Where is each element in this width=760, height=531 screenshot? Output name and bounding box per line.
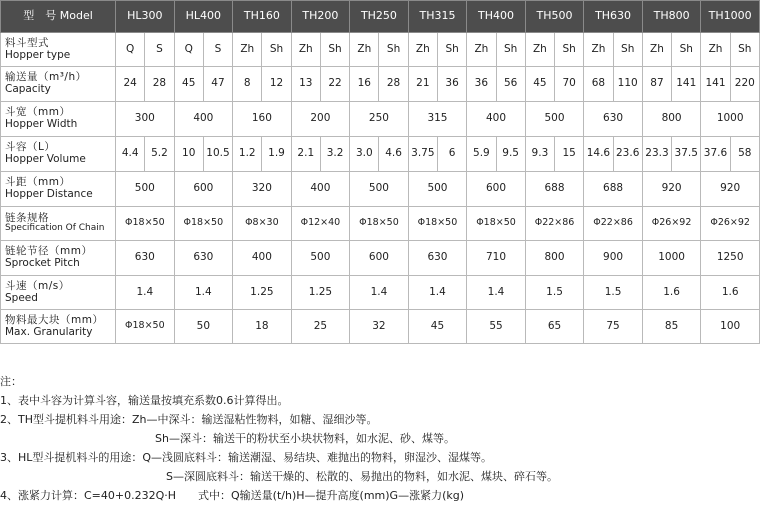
table-cell: 1.25 xyxy=(233,276,292,310)
header-row xyxy=(1,1,760,33)
note-line: 1、表中斗容为计算斗容，输送量按填充系数0.6计算得出。 xyxy=(0,394,289,407)
table-cell: 1.4 xyxy=(467,276,526,310)
table-cell: 1250 xyxy=(701,241,760,276)
speed-row xyxy=(1,276,760,310)
table-cell: 688 xyxy=(525,172,584,207)
note-line: 3、HL型斗提机料斗的用途：Q—浅圆底料斗：输送潮湿、易结块、难抛出的物料，卵湿沙、湿煤等。 xyxy=(0,451,493,464)
label-cn: 物料最大块（mm） xyxy=(5,313,104,326)
label-cn: 斗宽（mm） xyxy=(5,106,71,119)
label-en: Hopper type xyxy=(5,48,71,61)
table-cell: Sh xyxy=(672,33,701,67)
table-cell: 6 xyxy=(437,137,466,172)
model-label: 型 号 Model xyxy=(1,1,116,33)
table-cell: 250 xyxy=(350,102,409,137)
table-cell: 1.4 xyxy=(408,276,467,310)
model-name: TH160 xyxy=(233,1,292,33)
hopper-volume-row xyxy=(1,137,760,172)
row-label xyxy=(1,207,116,241)
capacity-row xyxy=(1,67,760,102)
note-line: Sh—深斗：输送干的粉状至小块状物料，如水泥、砂、煤等。 xyxy=(155,432,455,445)
table-cell: 15 xyxy=(555,137,584,172)
table-cell: 1.4 xyxy=(174,276,233,310)
table-cell: Zh xyxy=(701,33,730,67)
table-cell: 9.3 xyxy=(525,137,554,172)
table-cell: 68 xyxy=(584,67,613,102)
table-cell: 920 xyxy=(642,172,701,207)
table-cell: 18 xyxy=(233,310,292,344)
table-cell: 400 xyxy=(291,172,350,207)
table-cell: 500 xyxy=(350,172,409,207)
model-name: HL300 xyxy=(116,1,175,33)
table-cell: 1.2 xyxy=(233,137,262,172)
table-cell: Φ26×92 xyxy=(701,207,760,241)
table-cell: 900 xyxy=(584,241,643,276)
table-cell: 28 xyxy=(379,67,408,102)
row-label xyxy=(1,276,116,310)
label-en: Capacity xyxy=(5,83,51,95)
table-cell: 600 xyxy=(467,172,526,207)
table-cell: Φ18×50 xyxy=(467,207,526,241)
label-cn: 输送量（m³/h） xyxy=(5,71,87,84)
table-cell: 16 xyxy=(350,67,379,102)
table-cell: Φ8×30 xyxy=(233,207,292,241)
table-cell: Sh xyxy=(555,33,584,67)
table-cell: 23.6 xyxy=(613,137,642,172)
table-cell: 400 xyxy=(233,241,292,276)
table-cell: 800 xyxy=(642,102,701,137)
table-cell: 800 xyxy=(525,241,584,276)
table-cell: 70 xyxy=(555,67,584,102)
table-cell: 13 xyxy=(291,67,320,102)
row-label xyxy=(1,102,116,137)
row-label xyxy=(1,137,116,172)
label-en: Hopper Volume xyxy=(5,153,86,165)
table-cell: 500 xyxy=(116,172,175,207)
table-cell: 10.5 xyxy=(203,137,232,172)
model-name: TH800 xyxy=(642,1,701,33)
table-cell: Φ26×92 xyxy=(642,207,701,241)
hopper-width-row xyxy=(1,102,760,137)
table-cell: Q xyxy=(174,33,203,67)
table-cell: 5.2 xyxy=(145,137,174,172)
label-cn: 斗容（L） xyxy=(5,141,56,154)
table-cell: Φ18×50 xyxy=(408,207,467,241)
model-name: TH500 xyxy=(525,1,584,33)
row-label xyxy=(1,241,116,276)
label-cn: 链轮节径（mm） xyxy=(5,245,93,258)
table-cell: 315 xyxy=(408,102,467,137)
table-cell: Zh xyxy=(350,33,379,67)
table-cell: Zh xyxy=(233,33,262,67)
table-cell: 21 xyxy=(408,67,437,102)
table-cell: Sh xyxy=(496,33,525,67)
table-cell: 36 xyxy=(437,67,466,102)
table-cell: 1000 xyxy=(642,241,701,276)
table-cell: 920 xyxy=(701,172,760,207)
table-cell: 9.5 xyxy=(496,137,525,172)
model-name: TH315 xyxy=(408,1,467,33)
table-cell: 45 xyxy=(408,310,467,344)
table-cell: Φ18×50 xyxy=(116,207,175,241)
sprocket-pitch-row xyxy=(1,241,760,276)
table-cell: 14.6 xyxy=(584,137,613,172)
table-cell: Zh xyxy=(467,33,496,67)
label-en: Speed xyxy=(5,291,38,304)
hopper-distance-row xyxy=(1,172,760,207)
table-cell: 1.4 xyxy=(116,276,175,310)
table-cell: Φ22×86 xyxy=(584,207,643,241)
table-cell: 24 xyxy=(116,67,145,102)
table-cell: 141 xyxy=(701,67,730,102)
table-cell: 3.2 xyxy=(320,137,349,172)
table-cell: 28 xyxy=(145,67,174,102)
model-name: TH630 xyxy=(584,1,643,33)
table-cell: 110 xyxy=(613,67,642,102)
table-cell: Sh xyxy=(613,33,642,67)
row-label xyxy=(1,33,116,67)
row-label xyxy=(1,172,116,207)
table-cell: 1.4 xyxy=(350,276,409,310)
table-cell: 1.6 xyxy=(642,276,701,310)
table-cell: Sh xyxy=(262,33,291,67)
table-cell: 630 xyxy=(584,102,643,137)
table-cell: 85 xyxy=(642,310,701,344)
table-cell: Φ18×50 xyxy=(116,310,175,344)
table-cell: 32 xyxy=(350,310,409,344)
table-cell: 400 xyxy=(174,102,233,137)
table-cell: 600 xyxy=(174,172,233,207)
table-cell: Q xyxy=(116,33,145,67)
table-cell: 630 xyxy=(174,241,233,276)
table-cell: Φ22×86 xyxy=(525,207,584,241)
table-cell: S xyxy=(145,33,174,67)
table-cell: 630 xyxy=(408,241,467,276)
table-cell: 8 xyxy=(233,67,262,102)
hopper-type-row xyxy=(1,33,760,67)
note-line: 2、TH型斗提机料斗用途：Zh—中深斗：输送湿粘性物料，如糖、湿细沙等。 xyxy=(0,413,378,426)
label-en: Hopper Width xyxy=(5,118,78,130)
table-cell: 1.25 xyxy=(291,276,350,310)
table-cell: 4.6 xyxy=(379,137,408,172)
row-label xyxy=(1,310,116,344)
note-line: 4、涨紧力计算：C=40+0.232Q·H 式中：Q输送量(t/h)H—提升高度(mm)G—涨紧力(kg) xyxy=(0,489,465,502)
label-en: Max. Granularity xyxy=(5,325,93,338)
label-en: Specification Of Chain xyxy=(5,223,105,234)
table-cell: 160 xyxy=(233,102,292,137)
table-cell: 200 xyxy=(291,102,350,137)
table-cell: 100 xyxy=(701,310,760,344)
table-cell: 3.0 xyxy=(350,137,379,172)
notes-section xyxy=(0,372,760,505)
table-cell: 58 xyxy=(730,137,759,172)
table-cell: 56 xyxy=(496,67,525,102)
label-cn: 斗距（mm） xyxy=(5,176,71,189)
table-cell: Zh xyxy=(408,33,437,67)
table-cell: 141 xyxy=(672,67,701,102)
table-cell: 37.6 xyxy=(701,137,730,172)
table-cell: 500 xyxy=(291,241,350,276)
label-cn: 链条规格 xyxy=(5,211,49,224)
model-name: TH1000 xyxy=(701,1,760,33)
table-cell: 10 xyxy=(174,137,203,172)
granularity-row xyxy=(1,310,760,344)
table-cell: 600 xyxy=(350,241,409,276)
table-cell: 23.3 xyxy=(642,137,671,172)
table-cell: 300 xyxy=(116,102,175,137)
table-cell: Sh xyxy=(730,33,759,67)
table-cell: Sh xyxy=(379,33,408,67)
table-cell: 1.9 xyxy=(262,137,291,172)
table-cell: 25 xyxy=(291,310,350,344)
note-line: S—深圆底料斗：输送干燥的、松散的、易抛出的物料，如水泥、煤块、碎石等。 xyxy=(166,470,558,483)
table-cell: Φ18×50 xyxy=(174,207,233,241)
table-cell: 37.5 xyxy=(672,137,701,172)
label-cn: 斗速（m/s） xyxy=(5,279,70,292)
model-name: TH200 xyxy=(291,1,350,33)
table-cell: 65 xyxy=(525,310,584,344)
table-cell: Zh xyxy=(584,33,613,67)
table-cell: Zh xyxy=(525,33,554,67)
table-cell: 5.9 xyxy=(467,137,496,172)
table-cell: Sh xyxy=(437,33,466,67)
label-en: Sprocket Pitch xyxy=(5,257,80,269)
model-name: HL400 xyxy=(174,1,233,33)
table-cell: 4.4 xyxy=(116,137,145,172)
table-cell: 1.5 xyxy=(584,276,643,310)
table-cell: 36 xyxy=(467,67,496,102)
table-cell: 1.5 xyxy=(525,276,584,310)
notes-title: 注： xyxy=(0,375,22,388)
table-cell: 45 xyxy=(174,67,203,102)
table-cell: Sh xyxy=(320,33,349,67)
table-cell: Zh xyxy=(291,33,320,67)
table-cell: 45 xyxy=(525,67,554,102)
row-label xyxy=(1,67,116,102)
table-cell: 320 xyxy=(233,172,292,207)
table-cell: 47 xyxy=(203,67,232,102)
table-cell: 12 xyxy=(262,67,291,102)
table-cell: 500 xyxy=(525,102,584,137)
table-cell: 400 xyxy=(467,102,526,137)
table-cell: 50 xyxy=(174,310,233,344)
table-cell: S xyxy=(203,33,232,67)
table-cell: Φ18×50 xyxy=(350,207,409,241)
table-cell: 710 xyxy=(467,241,526,276)
table-cell: 1000 xyxy=(701,102,760,137)
table-cell: 688 xyxy=(584,172,643,207)
label-cn: 料斗型式 xyxy=(5,36,49,49)
table-cell: 630 xyxy=(116,241,175,276)
table-cell: 220 xyxy=(730,67,759,102)
table-cell: Zh xyxy=(642,33,671,67)
label-en: Hopper Distance xyxy=(5,188,93,200)
chain-spec-row xyxy=(1,207,760,241)
table-cell: 2.1 xyxy=(291,137,320,172)
table-cell: 1.6 xyxy=(701,276,760,310)
model-name: TH250 xyxy=(350,1,409,33)
table-cell: 500 xyxy=(408,172,467,207)
table-cell: 55 xyxy=(467,310,526,344)
table-cell: 75 xyxy=(584,310,643,344)
table-cell: 22 xyxy=(320,67,349,102)
table-cell: 3.75 xyxy=(408,137,437,172)
model-name: TH400 xyxy=(467,1,526,33)
table-cell: Φ12×40 xyxy=(291,207,350,241)
table-cell: 87 xyxy=(642,67,671,102)
